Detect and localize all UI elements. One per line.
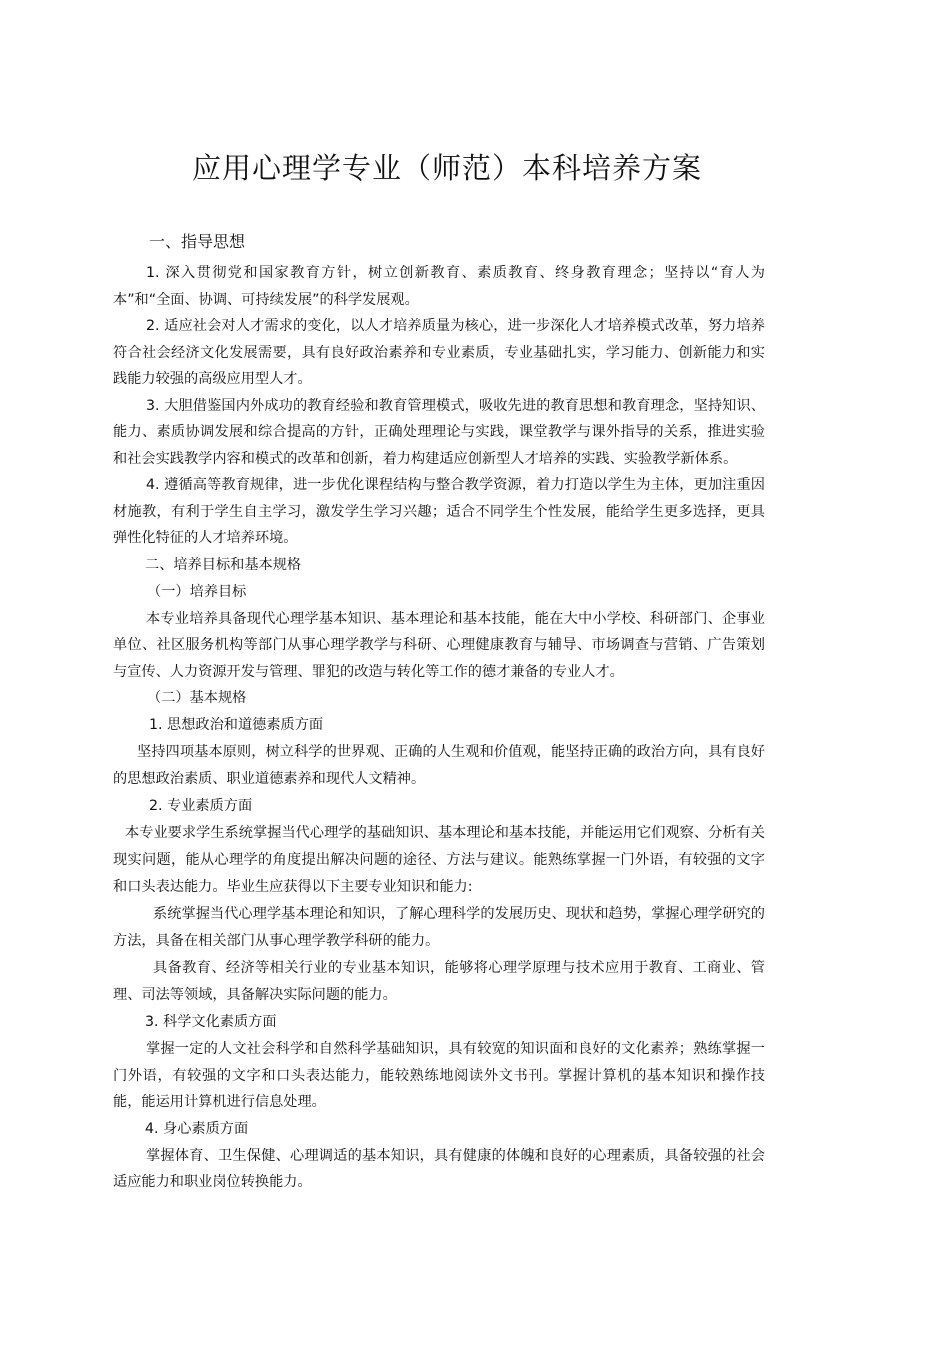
spec4-text: 掌握体育、卫生保健、心理调适的基本知识，具有健康的体魄和良好的心理素质，具备较强的社会适应能力和职业岗位转换能力。 (113, 1147, 765, 1190)
spec1-heading: 1. 思想政治和道德素质方面 (149, 717, 324, 733)
spec2-point-2: 具备教育、经济等相关行业的专业基本知识，能够将心理学原理与技术应用于教育、工商业、管理、司法等领域，具备解决实际问题的能力。 (113, 960, 765, 1003)
guideline-item-3: 3. 大胆借鉴国内外成功的教育经验和教育管理模式，吸收先进的教育思想和教育理念，坚持知识、能力、素质协调发展和综合提高的方针，正确处理理论与实践，课堂教学与课外指导的关系，推进实验和社会实践教学内容和模式的改革和创新，着力构建适应创新型人才培养的实践、实验教学新体系。 (113, 397, 765, 467)
document-title: 应用心理学专业（师范）本科培养方案 (191, 151, 702, 185)
guideline-item-1: 1. 深入贯彻党和国家教育方针，树立创新教育、素质教育、终身教育理念；坚持以“育人为本”和“全面、协调、可持续发展”的科学发展观。 (113, 265, 765, 308)
spec2-text: 本专业要求学生系统掌握当代心理学的基础知识、基本理论和基本技能，并能运用它们观察、分析有关现实问题，能从心理学的角度提出解决问题的途径、方法与建议。能熟练掌握一门外语，有较强的文字和口头表达能力。毕业生应获得以下主要专业知识和能力: (113, 825, 765, 895)
guideline-item-4: 4. 遵循高等教育规律，进一步优化课程结构与整合教学资源，着力打造以学生为主体，更加注重因材施教，有利于学生自主学习，激发学生学习兴趣；适合不同学生个性发展，能给学生更多选择，更具弹性化特征的人才培养环境。 (113, 477, 765, 546)
spec2-heading: 2. 专业素质方面 (149, 798, 253, 814)
guideline-item-2: 2. 适应社会对人才需求的变化，以人才培养质量为核心，进一步深化人才培养模式改革，努力培养符合社会经济文化发展需要，具有良好政治素养和专业素质，专业基础扎实，学习能力、创新能力和实践能力较强的高级应用型人才。 (113, 318, 765, 387)
spec4-heading: 4. 身心素质方面 (145, 1120, 249, 1137)
training-goal-text: 本专业培养具备现代心理学基本知识、基本理论和基本技能，能在大中小学校、科研部门、企事业单位、社区服务机构等部门从事心理学教学与科研、心理健康教育与辅导、市场调查与营销、广告策划与宣传、人力资源开发与管理、罪犯的改造与转化等工作的德才兼备的专业人才。 (113, 610, 765, 680)
document-body (113, 230, 765, 1196)
spec3-heading: 3. 科学文化素质方面 (145, 1014, 277, 1030)
spec3-text: 掌握一定的人文社会科学和自然科学基础知识，具有较宽的知识面和良好的文化素养；熟练掌握一门外语，有较强的文字和口头表达能力，能较熟练地阅读外文书刊。掌握计算机的基本知识和操作技能，能运用计算机进行信息处理。 (113, 1041, 765, 1110)
spec2-point-1: 系统掌握当代心理学基本理论和知识，了解心理科学的发展历史、现状和趋势，掌握心理学研究的方法，具备在相关部门从事心理学教学科研的能力。 (113, 906, 765, 949)
section1-heading: 一、指导思想 (149, 232, 246, 251)
spec1-text: 坚持四项基本原则，树立科学的世界观、正确的人生观和价值观，能坚持正确的政治方向，具有良好的思想政治素质、职业道德素养和现代人文精神。 (113, 744, 765, 787)
section2-heading: 二、培养目标和基本规格 (145, 556, 302, 573)
basic-spec-heading: （二）基本规格 (147, 690, 247, 706)
training-goal-heading: （一）培养目标 (147, 583, 247, 600)
